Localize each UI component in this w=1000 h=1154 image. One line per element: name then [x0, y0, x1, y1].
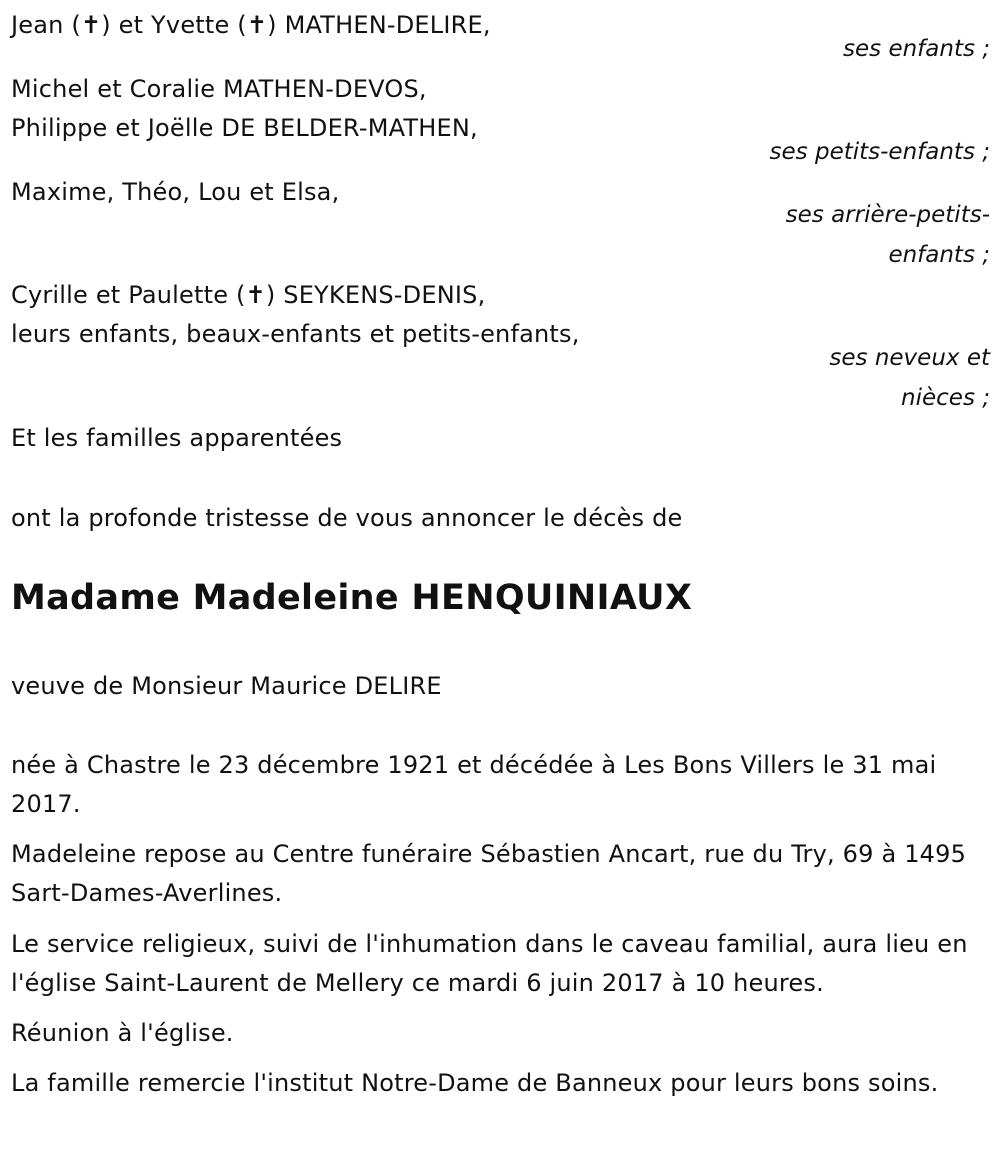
family-line-nephews-2: leurs enfants, beaux-enfants et petits-enfants,	[11, 320, 580, 348]
relation-great-grandchildren-2: enfants ;	[888, 242, 990, 268]
announcement-text: ont la profonde tristesse de vous annoncer le décès de	[11, 504, 683, 532]
family-line-nephews-1: Cyrille et Paulette (✝) SEYKENS-DENIS,	[11, 281, 486, 309]
service-paragraph: Le service religieux, suivi de l'inhumation dans le caveau familial, aura lieu en l'église Saint-Laurent de Mellery ce mardi 6 juin 2017 à 10 heures.	[11, 930, 968, 997]
thanks-paragraph: La famille remercie l'institut Notre-Dame de Banneux pour leurs bons soins.	[11, 1069, 939, 1097]
family-line-grandchildren-2: Philippe et Joëlle DE BELDER-MATHEN,	[11, 114, 478, 142]
widow-of-text: veuve de Monsieur Maurice DELIRE	[11, 672, 442, 700]
family-line-great-grandchildren: Maxime, Théo, Lou et Elsa,	[11, 178, 340, 206]
meeting-paragraph: Réunion à l'église.	[11, 1019, 234, 1047]
rest-place-paragraph: Madeleine repose au Centre funéraire Sébastien Ancart, rue du Try, 69 à 1495 Sart-Dames-Averlines.	[11, 840, 967, 907]
relation-children: ses enfants ;	[843, 36, 990, 62]
relation-nephews-1: ses neveux et	[829, 345, 990, 371]
deceased-name: Madame Madeleine HENQUINIAUX	[11, 578, 693, 618]
relation-nephews-2: nièces ;	[901, 385, 990, 411]
relation-great-grandchildren-1: ses arrière-petits-	[785, 202, 990, 228]
relation-grandchildren: ses petits-enfants ;	[769, 139, 990, 165]
family-line-relatives: Et les familles apparentées	[11, 424, 343, 452]
family-line-grandchildren-1: Michel et Coralie MATHEN-DEVOS,	[11, 75, 427, 103]
family-line-children: Jean (✝) et Yvette (✝) MATHEN-DELIRE,	[11, 11, 491, 39]
birth-death-paragraph: née à Chastre le 23 décembre 1921 et décédée à Les Bons Villers le 31 mai 2017.	[11, 751, 937, 818]
